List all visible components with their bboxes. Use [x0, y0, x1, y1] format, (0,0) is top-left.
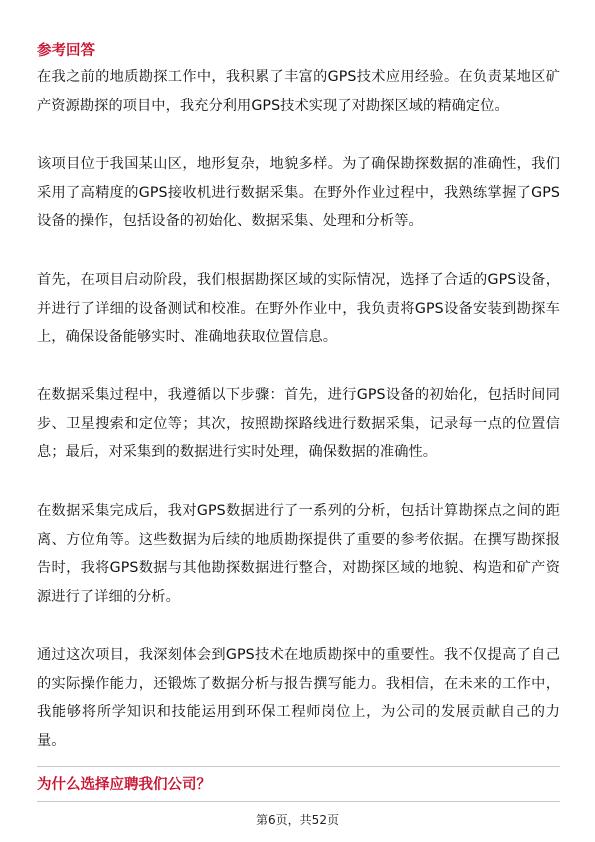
answer-paragraph-3: 首先，在项目启动阶段，我们根据勘探区域的实际情况，选择了合适的GPS设备，并进行了详细的设备测试和校准。在野外作业中，我负责将GPS设备安装到勘探车上，确保设备能够实时、准确地获取位置信息。 — [37, 272, 560, 345]
section-divider-top — [37, 766, 560, 767]
answer-paragraph-1: 在我之前的地质勘探工作中，我积累了丰富的GPS技术应用经验。在负责某地区矿产资源勘探的项目中，我充分利用GPS技术实现了对勘探区域的精确定位。 — [37, 69, 560, 114]
answer-paragraph-6: 通过这次项目，我深刻体会到GPS技术在地质勘探中的重要性。我不仅提高了自己的实际操作能力，还锻炼了数据分析与报告撰写能力。我相信，在未来的工作中，我能够将所学知识和技能运用到环保工程师岗位上，为公司的发展贡献自己的力量。 — [37, 647, 560, 749]
page-footer: 第6页，共52页 — [256, 813, 339, 827]
answer-paragraph-2: 该项目位于我国某山区，地形复杂，地貌多样。为了确保勘探数据的准确性，我们采用了高精度的GPS接收机进行数据采集。在野外作业过程中，我熟练掌握了GPS设备的操作，包括设备的初始化、数据采集、处理和分析等。 — [37, 156, 560, 229]
answer-heading: 参考回答 — [37, 43, 95, 59]
answer-paragraph-5: 在数据采集完成后，我对GPS数据进行了一系列的分析，包括计算勘探点之间的距离、方位角等。这些数据为后续的地质勘探提供了重要的参考依据。在撰写勘探报告时，我将GPS数据与其他勘探数据进行整合，对勘探区域的地貌、构造和矿产资源进行了详细的分析。 — [37, 503, 560, 605]
answer-paragraph-4: 在数据采集过程中，我遵循以下步骤：首先，进行GPS设备的初始化，包括时间同步、卫星搜索和定位等；其次，按照勘探路线进行数据采集，记录每一点的位置信息；最后，对采集到的数据进行实时处理，确保数据的准确性。 — [37, 387, 560, 460]
next-question-heading: 为什么选择应聘我们公司？ — [37, 777, 211, 793]
section-divider-bottom — [37, 801, 560, 802]
